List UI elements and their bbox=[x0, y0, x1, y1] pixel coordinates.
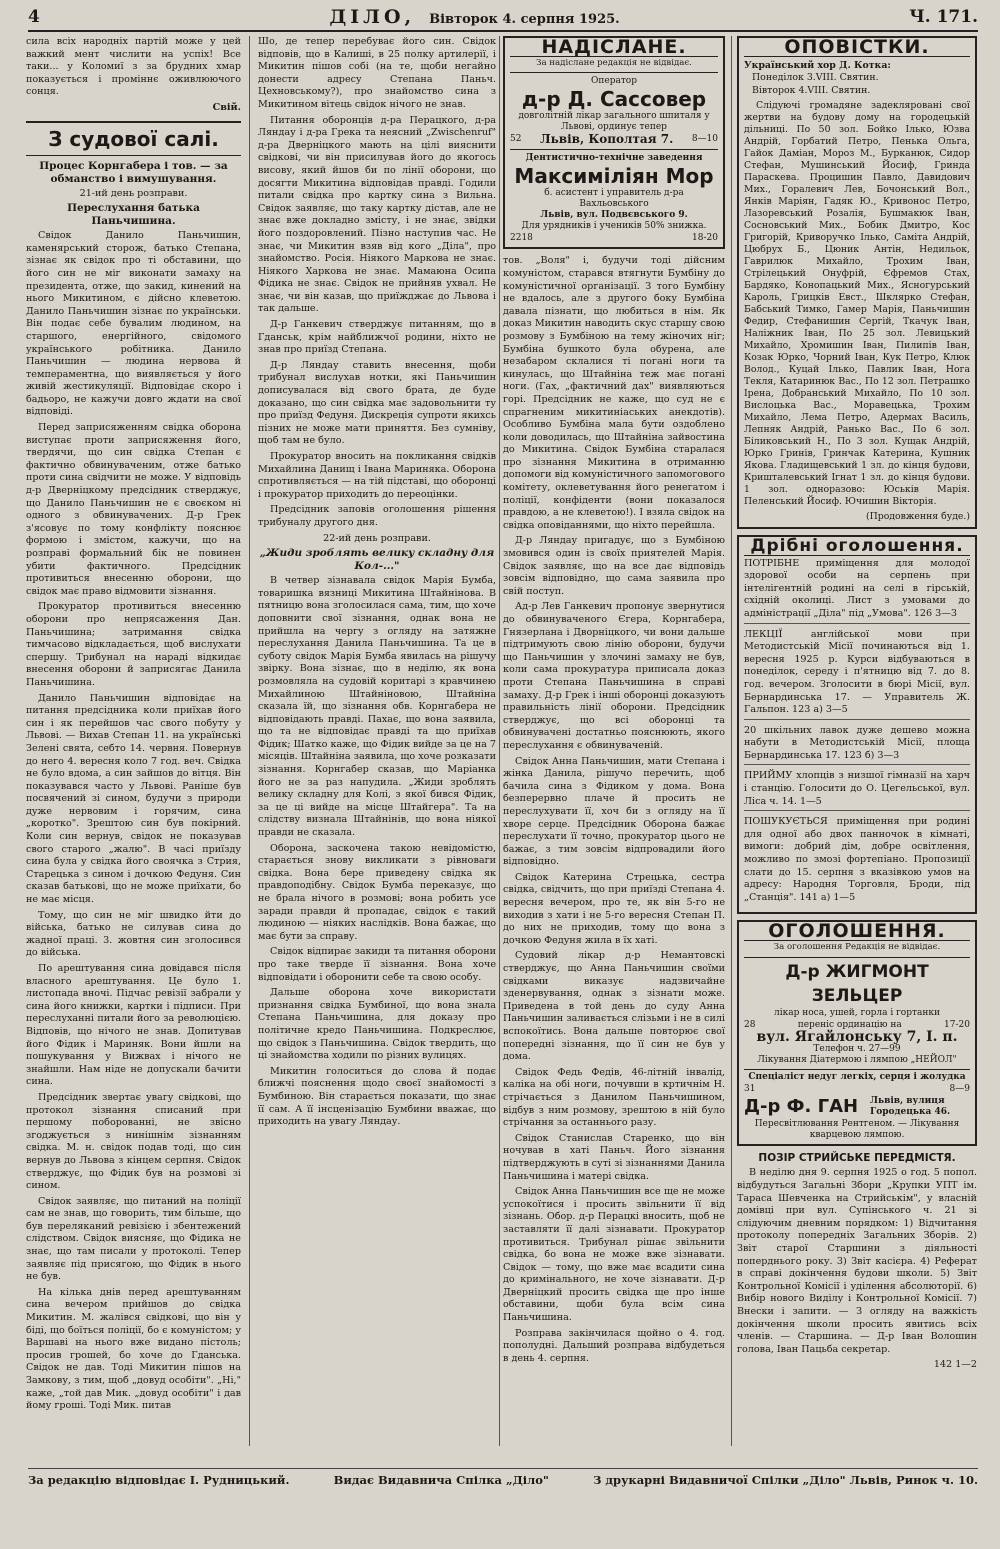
advertisement bbox=[510, 72, 718, 146]
column-divider bbox=[249, 36, 250, 1446]
section-heading: З судової салі. bbox=[26, 121, 241, 156]
ad-street: Львів, вул. Подвєвського 9. bbox=[540, 209, 688, 220]
paragraph: Свідок Анна Паньчишин, мати Степана і жінка Данила, рішучо перечить, щоб бачила сина з Фідиком у дома. Вона безперервно плаче й просить не переслухувати її, хоч би з огляду на її хворе серце. Предсідник Оборона бажає переслухати її точно, прокуратор цього не бажає, з тим зовсім відпровадили його відповідно. bbox=[503, 755, 725, 868]
ad-moved: переніс ординацію на bbox=[797, 1019, 902, 1030]
choir-title: Український хор Д. Котка: bbox=[744, 59, 891, 71]
paragraph: Свідок Федь Федів, 46-літній інвалід, каліка на обі ноги, почувши в кртичнім Н. стрічається з Данилом Паньчишином, відбув з ним розмову, зрештою в ній було стрічання за останнього разу. bbox=[503, 1066, 725, 1129]
paragraph: Д-р Ганкевич стверджує питанням, що в Гданськ, крім найближчої родини, ніхто не знав про приїзд Степана. bbox=[258, 319, 496, 356]
box-note: За надіслане редакція не відвідає. bbox=[536, 57, 692, 68]
ad-street: Львів, Кополтая 7. bbox=[539, 132, 674, 147]
paragraph: Свідок Катерина Стрецька, сестра свідка, свідчить, що при приїзді Степана 4. вересня вечером, про те, як він 5-го не виходив з хати і не 5-го вересня Степан П. до них не приходив, тому що вона з дочкою Федуня жила в їх хаті. bbox=[503, 871, 725, 946]
footer-printer: З друкарні Видавничої Спілки „Діло" Львів, Ринок ч. 10. bbox=[593, 1473, 978, 1487]
paragraph: На кілька днів перед арештуванням сина вечером прийшов до свідка Микитин. М. жалівся свідкові, що він у біді, що боїться поліції, бо є комуністом; у Варшаві на нього вже видано пістоль; просив грошей, бо хоче до Гданська. Свідок не дав. Тоді Микитин пішов на Замкову, з тим, щоб „довуд особіти". „Ні," каже, „той дав Мик. „довуд особіти" і дав йому гроші. Тоді Мик. питав bbox=[26, 1286, 241, 1412]
column-divider bbox=[731, 36, 732, 1446]
announcements-box bbox=[737, 36, 977, 529]
donation-list: Слідуючі громадяне задекляровані свої жертви на будову дому на городецькій дільниці. По 50 зол. Бойко Ілько, Юзва Андрій, Горбатий Петро, Пенька Ольга, Гайок Даміан, Мороз М., Бурканюк, Сидор Стефан, Мушинський Йосиф, Гринда Параскева. Процишин Павло, Давидович Мих., Горалевич Лев, Бочонський Вол., Янків Маріян, Гадяк Ю., Кривонос Петро, Лазоревський Розалія, Бушмакюк Іван, Сосновський Мих., Бобик Дмитро, Кос Григорій, Криворучко Ілько, Саміта Андрій, Цюбрух Б., Цюник Антін, Недильок, Гаврилюк Михайло, Трохим Іван, Стрілецький Онуфрій, Єфремов Стах, Бардяко, Конопацький Мих., Ясногурський Кароль, Грицків Евст., Шклярко Стефан, Бабський Тимко, Гамер Марія, Паньчишин Федир, Стефанишин Сергій, Ткачук Іван, Наліжник Іван, По 25 зол. Левицький Михайло, Хромишин Іван, Пилипів Іван, Козак Юрко, Чорний Іван, Кук Петро, Клюк Волод., Куцай Ілько, Павлик Іван, Нога Текля, Катаринюк Вас., По 12 зол. Петрашко Ірена, Добранський Михайло, По 10 зол. Вислоцька Вас., Моравецька, Трохим Михайло, Лема Петро, Адермах Василь, Лепняк Андрій, Ранько Вас., По 6 зол. Біликовський Н., По 3 зол. Кущак Андрій, Юрко Гринів, Гринчак Катерина, Кушник Якова. Гладищевський 1 зл. до кінця будови, Кришталевський Ігнат 1 зл. до кінця будови. 1 зол. одноразово: Юськів Марія. Пеленський Йосиф. Ючишин Вікторія. bbox=[744, 100, 970, 508]
box-title: ОПОВІСТКИ. bbox=[744, 41, 970, 57]
ad-number: 28 bbox=[744, 1019, 756, 1030]
ad-name: Д-р ЖИГМОНТ ЗЕЛЬЦЕР bbox=[785, 961, 929, 1006]
ad-number: 2218 bbox=[510, 232, 533, 243]
ad-phone: Телефон ч. 27—99 bbox=[813, 1043, 901, 1054]
advertisement bbox=[744, 957, 970, 1066]
ad-name-row bbox=[744, 1095, 970, 1119]
paragraph: Микитин голоситься до слова й подає ближчі пояснення щодо своєї знайомості з Бумбиною. Він старається показати, що знає її сам. А її інсценізацію Бумбини вважає, що приходить на увагу Ляндау. bbox=[258, 1065, 496, 1128]
article-signature: Свій. bbox=[212, 101, 241, 113]
article-subheading: Процес Корнгабера і тов. — за обманство і вимушування. bbox=[39, 159, 228, 185]
column-divider bbox=[499, 36, 500, 1446]
advertisement bbox=[744, 1069, 970, 1142]
choir-line: Вівторок 4.VIII. Святин. bbox=[752, 84, 871, 96]
paragraph: тов. „Воля" і, будучи тоді дійсним комуністом, старався втягнути Бумбіну до комуністичної організації. З того Бумбіну не вдалось, але з другого боку Бумбіна давала пізнати, що любиться в нім. Як доказ Микитин наводить скус старшу свою розмову з Бумбіною на тему жіночих ніг; Бумбіна бушкото була обурена, але незабаром склалися ті погані ноги та кинулась, що Штайніна теж має погані ноги. (Гах, „фактичний дах" виявляються горі. Предсідник не каже, що суд не є спрагненим микитиніаських анекдотів). Особливо Бумбіна мала бути оздоблено коли доводилась, що Штайніна зайвостина до Микитина. Свідок Бумбіна старалася про зізнання Микитина в отриманню допомоги від комуністичного запомогового комітету, оклеветування його ренегатом і поліції, конфіденти (вони показалося правдою, а не клеветою!). І взяла свідок на свідка оповіданнями, що ніхто перейшла. bbox=[503, 255, 725, 531]
ad-name: д-р Д. Сассовер bbox=[521, 87, 707, 112]
ad-name: Максиміліян Мор bbox=[514, 163, 714, 188]
box-title: НАДІСЛАНЕ. bbox=[510, 41, 718, 57]
column-2 bbox=[258, 36, 496, 1446]
section-subtitle: Переслухання батька Паньчишина. bbox=[67, 202, 200, 228]
ad-note: Пересвітлювання Рентгеном. — Лікування кварцевою лямпою. bbox=[754, 1119, 960, 1141]
paragraph: Данило Паньчишин відповідає на питання предсідника коли приїхав його син і як перейшов час свого побуту у Львові. — Вихав Степан 11. на українські Зелені свята, себто 14. червня. Повернув до него 4. вересня коло 7 год. веч. Свідка не було вдома, а син зайшов до вітця. Він показувався часто у Львові. Раніше був посвячений зі сином, будучи з природи дуже нервовим і горячим, сина „коротко". Зрештою син був покірний. Коли син вернув, свідок не показував свого старого „жалю". В часі приїзду сина була у свідка його своячка з Стрия, Старецька з сином і дочкою Федуня. Син сказав батькові, що не може приїхати, бо не має місця. bbox=[26, 692, 241, 906]
box-note: За оголошення Редакція не відвідає. bbox=[773, 942, 941, 952]
classified-ad: ПРИЙМУ хлопців з низшої гімназії на харч і станцію. Голосити до О. Цегельської, вул. Ліса ч. 14. 1—5 bbox=[744, 768, 970, 811]
page-header bbox=[28, 4, 978, 32]
paragraph: Перед заприсяженням свідка оборона виступає проти заприсяження його, твердячи, що син свідка Степан є фактично обвинуваченим, отже батько проти сина свідчити не може. У відповідь д-р Дверніцкому предсідник стверджує, що Данило Паньчишин не є своєком ні одного з обвинувачених. Д-р Грек з'ясовує по тому конфлікту пояснює формою і змістом, кажучи, що на розправі формальний бік не повинен убити фактичного. Предсідник противиться внесенню оборони, що свідок має право відмовити зізнання. bbox=[26, 422, 241, 597]
sent-in-box bbox=[503, 36, 725, 249]
paragraph: Дальше оборона хоче використати признання свідка Бумбиної, що вона знала Степана Паньчишина, для доказу про політичне кредо Паньчишина. Подкреслює, що свідок з Паньчишина. Свідок твердить, що ці знайомства ходили по різних вулицях. bbox=[258, 987, 496, 1062]
classified-ad: ПОТРІБНЕ приміщення для молодої здорової особи на серпень при інтелігентній родині на селі в гірській, східній околиці. Лист з умовами до адміністрації „Діла" під „Умова". 126 3—3 bbox=[744, 556, 970, 624]
notice-title: ПОЗІР СТРИЙСЬКЕ ПЕРЕДМІСТЯ. bbox=[758, 1152, 956, 1165]
ad-number: 31 bbox=[744, 1083, 756, 1094]
ad-street: вул. Ягайлонську 7, І. п. bbox=[756, 1029, 958, 1046]
ad-number: 52 bbox=[510, 134, 522, 145]
footer-publisher: Видає Видавнича Спілка „Діло" bbox=[333, 1473, 549, 1487]
paragraph: Ад-р Лев Ганкевич пропонує звернутися до обвинуваченого Єгера, Корнгабера, Гнязерлана і Дворніцкого, чи вони дальше підтримують свою лінію оборони, будучи що Паньчишин у злочині замаху не був, коли сама прокуратура приписала доказ проти Степана Паньчишина в справі замаху. Д-р Грек і інші оборонці доказують правильність лінії оборони. Предсідник стверджує, що всі оборонці та обвинувачені достатньо пояснюють, якого переслухання є обвинуваченій. bbox=[503, 601, 725, 751]
footer-editor: За редакцію відповідає І. Рудницький. bbox=[28, 1473, 290, 1487]
ad-address-row bbox=[510, 133, 718, 146]
column-1 bbox=[26, 36, 241, 1446]
paragraph: В четвер зізнавала свідок Марія Бумба, товаришка вязниці Микитина Штайнінова. В пятницю вона зголосилася сама, тим, що хоче доповнити свої зізнання, однак вона не прийшла на чергу з огляду на затяжне переслухання Данила Паньчишина. Та це в суботу свідок Марія Бумба явилась на рішучу звірку. Вона зізнає, що в неділю, як вона розмовляла на судовій коритарі з кравчинею Михайлиною Штайніновою, Штайніна сказала їй, що зізнання обв. Корнгабера не відповідають правді. Пахає, що вона заявила, що та не відповідає правді та що приїхав Фідик; Шатко каже, що Фідик вийде за це на 7 місяців. Штайніна заявила, що хоче розказати зізнання. Корнгабер сказав, що Маріанка його не за раз напудила. „Жиди зроблять велику складну для Колі, з якої бився Фідик, за це ці вийде на місце Штайгера". Та на слідству визнала Штайнінів, що вона ніякої правди не сказала. bbox=[258, 575, 496, 839]
paragraph: Питання оборонців д-ра Перацкого, д-ра Ляндау і д-ра Грека та неясний „Zwischenruf" д-ра Дверніцкого мають на цілі вияснити свідкові, чи він присилував його до якогось висову, який йшов би по лінії оборони, що досягти Микитина відповідав правді. Годили питали свідка про картку сина з Вильна. Свідок заявляє, що таку картку дістав, але не знає вже докладно змісту, і не знає, звідки його поздоровлений. Пізно наступив час. Не знає, чи Микитин взяв від кого „Діла", про знайомство. Росія. Ніякого Маркова не знає. Ніякого Харкова не знає. Мамаюна Осипа Фідика не знає. Свідок не прийняв ухвал. Не знає, чи він казав, що приїжджає до Львова і так дальше. bbox=[258, 114, 496, 315]
ad-hours: 8—9 bbox=[949, 1083, 970, 1094]
paragraph: Предсідник звертає увагу свідкові, що протокол зізнання списаний при першому поборованні, не звісно згоджується з нинішнім зізнанням свідка. М. н. свідок подав тоді, що син вернув до Львова з кінцем серпня. Свідок стверджує, що Фідик був на розмові зі сином. bbox=[26, 1091, 241, 1192]
paragraph: По арештування сина довідався після власного арештування. Це було 1. листопада вночі. Підчас ревізії забрали у сина його книжки, картки і підписи. При переслуханні питали його за революцією. Відповів, що нічого не знав. Допитував його Фідик і Мариняк. Вони йшли на пошукування у Вижвах і нічого не знайшли. Нам ніде не допускали бачити сина. bbox=[26, 963, 241, 1088]
page-number: 4 bbox=[28, 7, 40, 27]
continued-note: (Продовження буде.) bbox=[866, 511, 970, 523]
classified-ad: 20 шкільних лавок дуже дешево можна набути в Методистській Місії, площа Бернардинська 17. 123 б) 3—3 bbox=[744, 723, 970, 766]
paragraph: Свідок заявляє, що питаний на поліції сам не знав, що говорить, тим більше, що був переляканий ревізією і збентежений слідством. Свідок виясняє, що Фідика не знає, що там писали у протоколі. Тепер заявляє під присягою, що Фідик в нього не був. bbox=[26, 1195, 241, 1283]
paragraph: Шо, де тепер перебуває його син. Свідок відповів, що в Калиші, в 25 полку артилерії, і Микитин пішов собі (на те, щоби негайно донести адресу Степана Паньч. Цехновському?), про знайомство сина з Микитином вітець свідок нічого не знав. bbox=[258, 36, 496, 110]
ads-box bbox=[737, 920, 977, 1146]
paragraph: Оборона, заскочена такою невідомістю, старається знову викликати з рівноваги свідка. Вона бере приведену свідка як правдоподібну. Свідок Бумба переказує, що не брала нічого в розмові; вона робить усе заради правди й пропадає, свідок є такий людиною — ніяких наслідків. Вона бажає, що має бути за справу. bbox=[258, 842, 496, 942]
paragraph: Прокуратор противиться внесенню оборони про непрясаження Дан. Паньчишина; затримання свідка тимчасово відкладається, щоб вислухати спершу. Трибунал на нараді відкидає внесення оборони й заприсягає Данила Паньчишина. bbox=[26, 601, 241, 688]
paragraph: Свідок відпирає закиди та питання оборони про таке тверде її зізнання. Вона хоче відповідати і оборонити себе та свою особу. bbox=[258, 946, 496, 983]
ad-hours: 17-20 bbox=[944, 1019, 970, 1030]
column-4 bbox=[737, 36, 977, 1446]
ad-code-row bbox=[510, 232, 718, 245]
ad-treatment: Лікування Діатермою і лямпою „НЕЙОЛ" bbox=[757, 1054, 957, 1065]
article-intro: сила всіх народніх партій може у цей важкий мент числити на успіх! Все таки... у Коломиї з за брудних хмар показується і проміннє оживлюючого сонця. bbox=[26, 36, 241, 98]
box-title: ОГОЛОШЕННЯ. bbox=[744, 925, 970, 941]
paragraph: Д-р Ляндау пригадує, що з Бумбіною змовився один із своїх приятелей Марія. Свідок заявляє, що на все дає відповідь зовсім відповідно, що сама заявила про свій поступ. bbox=[503, 535, 725, 597]
ad-description: лікар носа, ушей, горла і гортанки bbox=[774, 1007, 940, 1018]
quote-heading: „Жиди зроблять велику складну для Кол-..." bbox=[259, 547, 495, 573]
paragraph: Свідок Данило Паньчишин, каменярський сторож, батько Степана, зізнає як свідок про ті обставини, що його син не міг виконати замаху на президента, отже, що закид, кинений на нього Микитином, є дійсно клеветою. Данило Паньчишин зізнає по українськи. Він подає себе бувалим людином, на старшого, енергійного, свідомого українського робітника. Данило Паньчишин — людина нервова й темпераментна, що виявляється у його живій жестикуляції. Відповідає скоро і бадьоро, не кажучи довго ждати на свої відповіді. bbox=[26, 230, 241, 418]
classified-ad: ПОШУКУЄТЬСЯ приміщення при родині для одної або двох панночок в кімнаті, вимоги: добрий дім, добре освітлення, можливо по змозі фортепіано. Пропозиції слати до 15. серпня з вказівкою умов на адресу: Народня Торговля, Броди, під „Станція". 141 а) 1—5 bbox=[744, 816, 970, 903]
paragraph: Д-р Ляндау ставить внесення, щоби трибунал вислухав нотки, які Паньчишин дописувалася від свого брата, де буде доказано, що син свідка має задовольнити ту про приїзд Федуня. Дискреція супроти якихсь пізних не може мати приняття. Без сумніву, щоб там не було. bbox=[258, 359, 496, 447]
advertisement bbox=[510, 149, 718, 245]
ad-row bbox=[744, 1083, 970, 1096]
issue-number: Ч. 171. bbox=[909, 7, 978, 27]
ad-description: б. асистент і управитель д-ра Вахльовського bbox=[544, 187, 684, 209]
meeting-notice bbox=[737, 1152, 977, 1372]
column-3 bbox=[503, 36, 725, 1446]
ad-hours: 8—10 bbox=[691, 134, 718, 145]
paragraph: Розправа закінчилася щойно о 4. год. пополудні. Дальший розправа відбудеться в день 4. серпня. bbox=[503, 1327, 725, 1364]
ad-specialty: Спеціаліст недуг легкіх, серця і жолудка bbox=[748, 1071, 966, 1082]
paragraph: Предсідник заповів оголошення рішення трибуналу другого дня. bbox=[258, 504, 496, 528]
trial-day: 22-ий день розправи. bbox=[323, 532, 431, 544]
ad-name: Д-р Ф. ГАН bbox=[744, 1096, 859, 1118]
newspaper-title: ДІЛО, bbox=[329, 6, 416, 28]
issue-date: Вівторок 4. серпня 1925. bbox=[429, 12, 620, 27]
ad-label: Оператор bbox=[591, 76, 637, 87]
ad-city: Львів, вулиця Городецька 46. bbox=[870, 1096, 951, 1118]
paragraph: Судовий лікар д-р Немантовскі стверджує, що Анна Паньчишин своїми свідками виказує надзвичайне зденервування, однак з зізнати може. Приведена в той день до суду Анна Паньчишин заливається слізьми і не в силі вспокоїтись. Вона дальше повторює свої попередні зізнання, що її син не був у дома. bbox=[503, 950, 725, 1063]
ad-description: довголітній лікар загального шпиталя у Львові, ординує тепер bbox=[518, 111, 710, 133]
paragraph: Свідок Анна Паньчишин все ще не може успокоїтися і просить звільнити її від зізнань. Обор. д-р Перацкі вносить, щоб не заставляти її далі зізнавати. Прокуратор противиться. Трибунал рішає звільнити свідка, бо вона не може вже зізнавати. Свідок — тому, що вже має всадити сина до кримінального, не хоче зізнавати. Д-р Дверніцкий просить свідка ще про інше обставини, щоби була всім сина Паньчишина. bbox=[503, 1186, 725, 1324]
notice-number: 142 1—2 bbox=[933, 1359, 977, 1371]
paragraph: Прокуратор вносить на покликання свідків Михайлина Данищ і Івана Мариняка. Оборона спротивляється — на тій підставі, що оборонці і прокуратор приходить до переоцінки. bbox=[258, 451, 496, 500]
box-title: Дрібні оголошення. bbox=[744, 540, 970, 556]
ad-label: Дентистично-технічне заведення bbox=[525, 152, 703, 163]
classified-ad: ЛЕКЦІЇ англійської мови при Методистській Місії починаються від 1. вересня 1925 р. Курси відбуваються в понеділок, середу і п'ятницю від 7. до 8. год. вечером. Зголосити в бюрі Місії, вул. Бернардинська 17. — Управитель Ж. Гальпон. 123 а) 3—5 bbox=[744, 627, 970, 720]
notice-text: В неділю дня 9. серпня 1925 о год. 5 попол. відбудуться Загальні Збори „Крупки УПТ ім. Тараса Шевченка на Стрийськім", у власній домівці при вул. Супінського ч. 21 зі слідуючим дневним порядком: 1) Відчитання протоколу попередніх Загальних Зборів. 2) Звіт старої Старшини з діяльності поперднього року. 3) Звіт касієра. 4) Реферат в справі докінчення будови школи. 5) Звіт Контрольної Комісії і уділення абсолюторії. 6) Вибір нового Виділу і Контрольної Комісії. 7) Внески і запити. — З огляду на важкість докінчення школи просить явитись всіх членів. — Старшина. — Д-р Іван Волошин голова, Іван Пацьба секретар. bbox=[737, 1167, 977, 1355]
ad-note: Для урядників і учеників 50% знижка. bbox=[521, 220, 707, 231]
classifieds-box bbox=[737, 535, 977, 914]
trial-day: 21-ий день розправи. bbox=[79, 187, 188, 199]
ad-hours: 18-20 bbox=[692, 232, 718, 243]
choir-line: Понеділок 3.VIII. Святин. bbox=[752, 72, 879, 84]
page-footer bbox=[28, 1468, 978, 1495]
paragraph: Тому, що син не міг швидко йти до війська, батько не силував сина до жадної праці. 3. жовтня син зголосився до війська. bbox=[26, 909, 241, 959]
paragraph: Свідок Станислав Старенко, що він ночував в хаті Паньч. Його зізнання підтверджують в суті зі зізнаннями Данила Паньчишина і матері свідка. bbox=[503, 1132, 725, 1182]
